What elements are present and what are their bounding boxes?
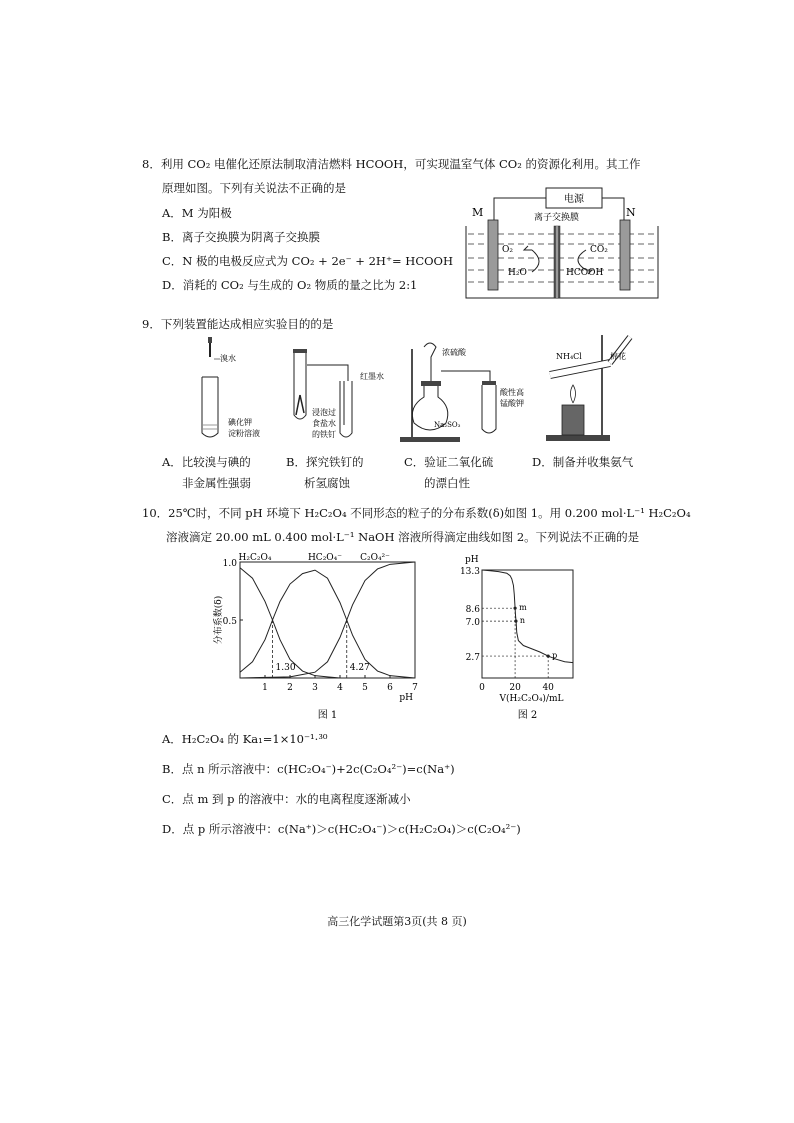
x-tick-label: 6 (387, 683, 393, 693)
q9-option-c-line1: C．验证二氧化硫 (404, 455, 494, 469)
q10-stem-line1: 10．25℃时，不同 pH 环境下 H₂C₂O₄ 不同形态的粒子的分布系数(δ)如图 1。用 0.200 mol·L⁻¹ H₂C₂O₄ (142, 506, 691, 520)
figure-2-caption: 图 2 (517, 710, 538, 721)
y-axis-label: 分布系数(δ) (214, 595, 224, 645)
point-m (513, 607, 516, 610)
pka-annotation: 4.27 (349, 663, 370, 673)
q10-stem-line2: 溶液滴定 20.00 mL 0.400 mol·L⁻¹ NaOH 溶液所得滴定曲线如图 2。下列说法不正确的是 (166, 530, 640, 544)
point-n (514, 620, 517, 623)
point-label-m: m (519, 603, 527, 613)
q9-option-a-line2: 非金属性强弱 (182, 476, 251, 490)
point-label-p: p (552, 651, 558, 661)
conc-sulfuric-label: 浓硫酸 (442, 348, 466, 357)
plot-frame (482, 570, 573, 678)
series-label-1: HC₂O₄⁻ (307, 553, 343, 563)
cotton-label: 棉花 (610, 352, 626, 361)
q8-electrolysis-figure (462, 182, 662, 302)
q10-option-b: B．点 n 所示溶液中：c(HC₂O₄⁻)+2c(C₂O₄²⁻)=c(Na⁺) (162, 762, 455, 776)
point-label-n: n (519, 616, 526, 626)
titration-curve (482, 570, 573, 663)
ki-label: 碘化钾 (228, 418, 252, 427)
red-ink-label: 红墨水 (360, 372, 384, 381)
y-tick-label: 8.6 (465, 605, 480, 616)
apparatus-a (202, 337, 260, 438)
power-label: 电源 (564, 194, 584, 205)
x-tick-label: 3 (312, 683, 318, 693)
bromine-water-label: 溴水 (220, 354, 236, 363)
figure-2-titration-curve (455, 548, 585, 748)
y-tick-label: 13.3 (459, 567, 480, 577)
plot-frame (240, 562, 415, 678)
apparatus-b (290, 343, 384, 439)
q9-apparatus-figures (190, 335, 670, 447)
electrode-n-label: N (626, 206, 636, 219)
membrane-label: 离子交换膜 (534, 213, 580, 223)
q8-stem-line1: 8．利用 CO₂ 电催化还原法制取清洁燃料 HCOOH，可实现温室气体 CO₂ 的资源化利用。其工作 (142, 157, 641, 171)
electrode-n (620, 220, 630, 290)
q10-option-c: C．点 m 到 p 的溶液中：水的电离程度逐渐减小 (162, 792, 411, 806)
x-tick-label: 7 (412, 683, 418, 693)
y-tick-label: 7.0 (465, 618, 480, 629)
series-label-0: H₂C₂O₄ (238, 553, 272, 563)
nh4cl-label: NH₄Cl (556, 352, 582, 361)
acidic-label: 酸性高 (500, 388, 524, 397)
x-tick-label: 5 (362, 683, 368, 693)
h2o-label: H₂O (508, 268, 527, 278)
q8-option-d: D．消耗的 CO₂ 与生成的 O₂ 物质的量之比为 2:1 (162, 278, 418, 292)
figure-1-caption: 图 1 (317, 710, 338, 721)
series-line-2 (240, 562, 415, 678)
q9-option-d-line1: D．制备并收集氨气 (532, 455, 634, 469)
q9-option-b-line1: B．探究铁钉的 (286, 455, 364, 469)
soaked-label: 浸泡过 (312, 408, 336, 417)
pka-annotation: 1.30 (275, 663, 296, 673)
series-label-2: C₂O₄²⁻ (360, 553, 390, 563)
x-tick-label: 20 (509, 683, 521, 693)
q9-option-a-line1: A．比较溴与碘的 (162, 455, 251, 469)
point-p (547, 654, 550, 657)
q8-stem-line2: 原理如图。下列有关说法不正确的是 (162, 181, 346, 195)
q9-stem: 9．下列装置能达成相应实验目的的是 (142, 317, 334, 331)
q9-option-b-line2: 析氢腐蚀 (304, 476, 350, 490)
iron-nail-label: 的铁钉 (312, 430, 336, 439)
y-tick-label: 2.7 (465, 653, 480, 664)
x-tick-label: 1 (262, 683, 268, 693)
x-axis-label: pH (399, 693, 413, 703)
na2so3-label: Na₂SO₃ (434, 421, 461, 429)
x-tick-label: 40 (542, 683, 554, 693)
q8-option-c: C．N 极的电极反应式为 CO₂ + 2e⁻ + 2H⁺= HCOOH (162, 254, 454, 268)
electrode-m (488, 220, 498, 290)
kmno4-label: 锰酸钾 (500, 399, 524, 408)
x-tick-label: 2 (287, 683, 293, 693)
x-tick-label: 0 (479, 683, 485, 693)
starch-label: 淀粉溶液 (228, 429, 260, 438)
q10-option-a: A．H₂C₂O₄ 的 Ka₁=1×10⁻¹·³⁰ (162, 732, 328, 746)
y-tick-label: 1.0 (222, 559, 237, 569)
page-footer: 高三化学试题第3页(共 8 页) (327, 915, 467, 928)
x-axis-label: V(H₂C₂O₄)/mL (499, 694, 564, 704)
o2-label: O₂ (502, 245, 513, 255)
q8-option-a: A．M 为阳极 (162, 206, 232, 220)
q9-option-c-line2: 的漂白性 (424, 476, 470, 490)
x-tick-label: 4 (337, 683, 343, 693)
figure-1-distribution-chart (205, 548, 435, 748)
y-tick-label: 0.5 (222, 617, 237, 627)
q10-option-d: D．点 p 所示溶液中：c(Na⁺)＞c(HC₂O₄⁻)＞c(H₂C₂O₄)＞c(C₂O₄²⁻) (162, 822, 521, 836)
co2-label: CO₂ (590, 245, 608, 255)
apparatus-d (546, 335, 630, 441)
salt-water-label: 食盐水 (312, 419, 336, 428)
y-axis-label: pH (465, 555, 479, 565)
apparatus-c (400, 343, 524, 442)
electrode-m-label: M (472, 206, 484, 219)
hcooh-label: HCOOH (566, 268, 604, 278)
q8-option-b: B．离子交换膜为阴离子交换膜 (162, 230, 320, 244)
